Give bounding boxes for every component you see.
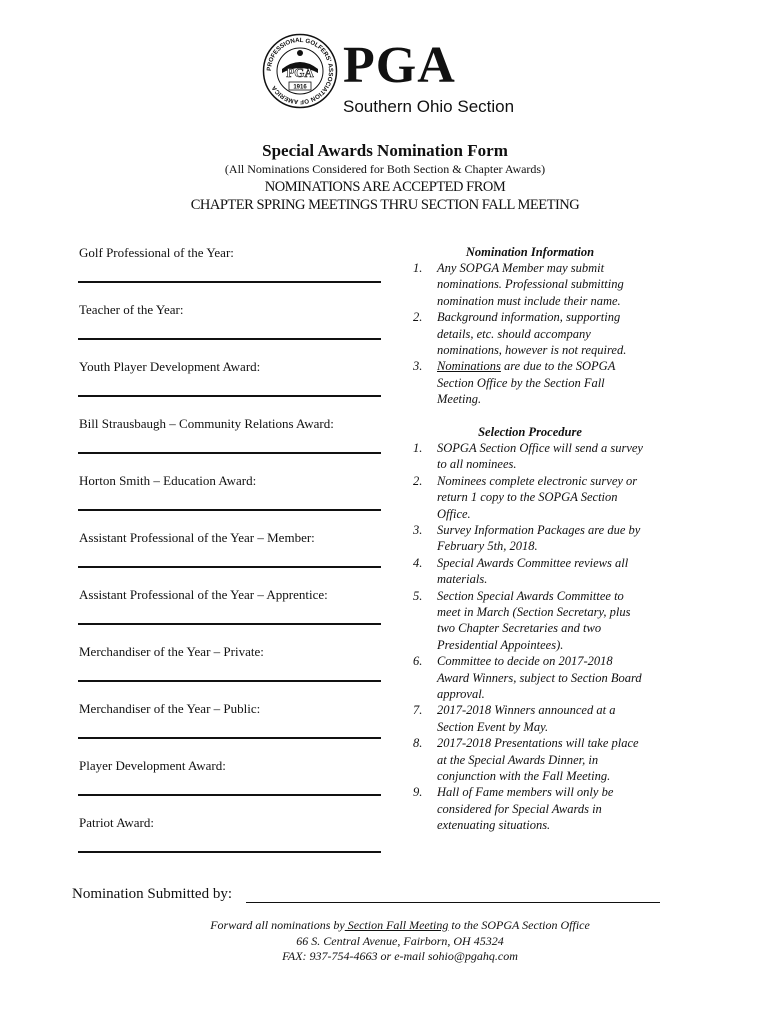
form-title: Special Awards Nomination Form <box>262 141 508 160</box>
submitted-by-label: Nomination Submitted by: <box>72 886 232 902</box>
list-item-line: Section Office by the Section Fall <box>437 375 605 390</box>
award-nominee-line[interactable] <box>78 566 381 568</box>
logo-center-text: PGA <box>286 65 314 80</box>
list-number: 7. <box>413 703 423 718</box>
list-item-line: meet in March (Section Secretary, plus <box>437 605 631 619</box>
acceptance-line-2: CHAPTER SPRING MEETINGS THRU SECTION FALL MEETING <box>190 197 580 213</box>
award-nominee-line[interactable] <box>78 338 381 340</box>
list-item-line: Committee to decide on 2017-2018 <box>437 654 613 669</box>
list-item-line: details, etc. should accompany <box>437 326 591 341</box>
award-nominee-line[interactable] <box>78 509 381 511</box>
award-nominee-line[interactable] <box>78 281 381 283</box>
list-item-line: conjunction with the Fall Meeting. <box>437 769 611 783</box>
list-item-line: Meeting. <box>437 392 482 407</box>
award-nominee-line[interactable] <box>78 851 381 853</box>
list-item-line: February 5th, 2018. <box>437 539 538 554</box>
award-nominee-line[interactable] <box>78 395 381 397</box>
list-item-line <box>437 358 677 374</box>
list-item-line: nominations. Professional submitting <box>437 277 624 292</box>
award-nominee-line[interactable] <box>78 623 381 625</box>
list-item-line: extenuating situations. <box>437 818 551 833</box>
list-item-line: nomination must include their name. <box>437 293 621 308</box>
list-number: 3. <box>413 359 423 374</box>
list-item-line: materials. <box>437 572 488 587</box>
list-number: 1. <box>413 441 423 455</box>
submitted-by-line[interactable] <box>246 902 660 903</box>
award-nominee-line[interactable] <box>78 452 381 454</box>
footer-address: 66 S. Central Avenue, Fairborn, OH 45324 <box>296 934 504 948</box>
list-item-line: at the Special Awards Dinner, in <box>437 752 599 767</box>
list-number: 5. <box>413 588 423 603</box>
list-item-line: considered for Special Awards in <box>437 801 602 816</box>
award-nominee-line[interactable] <box>78 680 381 682</box>
list-number: 8. <box>413 736 423 751</box>
list-number: 2. <box>413 310 423 325</box>
pga-seal-logo <box>262 33 338 109</box>
list-number: 9. <box>413 785 423 800</box>
award-nominee-line[interactable] <box>78 794 381 796</box>
award-nominee-line[interactable] <box>78 737 381 739</box>
award-label: Bill Strausbaugh – Community Relations Award: <box>79 416 334 431</box>
list-item-line: 2017-2018 Presentations will take place <box>437 736 639 751</box>
footer-line-1 <box>0 918 770 933</box>
award-label: Player Development Award: <box>79 758 226 773</box>
list-item-line: Section Event by May. <box>437 719 549 734</box>
list-item-line: Any SOPGA Member may submit <box>437 261 605 275</box>
award-label: Merchandiser of the Year – Public: <box>79 701 261 716</box>
award-label: Youth Player Development Award: <box>79 359 261 374</box>
list-item-text: are due to the SOPGA <box>500 359 616 374</box>
award-label: Assistant Professional of the Year – Apprentice: <box>79 587 328 602</box>
award-label: Golf Professional of the Year: <box>79 245 234 260</box>
list-item-line: Section Special Awards Committee to <box>437 588 624 603</box>
list-item-line: SOPGA Section Office will send a survey <box>437 441 643 455</box>
list-number: 4. <box>413 555 423 570</box>
brand-wordmark: PGA <box>343 37 456 94</box>
list-number: 3. <box>413 523 423 537</box>
list-item-line: to all nominees. <box>437 457 517 472</box>
list-item-line: Background information, supporting <box>437 310 621 325</box>
logo-ring-text: PROFESSIONAL GOLFERS' ASSOCIATION OF AMERICA <box>265 36 335 106</box>
list-number: 1. <box>413 261 423 275</box>
footer-line-1-pre: Forward all nominations by <box>210 918 345 932</box>
list-item-line: Survey Information Packages are due by <box>437 523 641 537</box>
underlined-term: Nominations <box>437 359 501 374</box>
selection-heading: Selection Procedure <box>478 425 582 439</box>
list-item-line: nominations, however is not required. <box>437 343 627 357</box>
list-item-line: approval. <box>437 687 485 701</box>
list-item-line: Presidential Appointees). <box>437 637 564 652</box>
list-item-line: return 1 copy to the SOPGA Section <box>437 490 618 505</box>
list-item-line: Special Awards Committee reviews all <box>437 555 629 570</box>
footer-contact: FAX: 937-754-4663 or e-mail sohio@pgahq.com <box>282 949 518 963</box>
info-heading: Nomination Information <box>465 245 595 259</box>
list-item-line: two Chapter Secretaries and two <box>437 621 602 636</box>
list-item-line: Award Winners, subject to Section Board <box>437 670 642 685</box>
footer-deadline-link: Section Fall Meeting <box>344 918 449 932</box>
logo-year: 1916 <box>293 84 307 91</box>
list-number: 2. <box>413 473 423 488</box>
award-label: Horton Smith – Education Award: <box>79 473 257 488</box>
list-item-line: 2017-2018 Winners announced at a <box>437 703 616 718</box>
acceptance-line-1: NOMINATIONS ARE ACCEPTED FROM <box>264 179 506 195</box>
list-item-line: Nominees complete electronic survey or <box>437 473 638 488</box>
list-item-line: Office. <box>437 506 471 521</box>
award-label: Merchandiser of the Year – Private: <box>79 644 264 659</box>
award-label: Assistant Professional of the Year – Member: <box>79 530 315 545</box>
award-label: Teacher of the Year: <box>79 302 184 317</box>
award-label: Patriot Award: <box>79 815 154 830</box>
section-name: Southern Ohio Section <box>343 97 515 116</box>
form-subtitle: (All Nominations Considered for Both Section & Chapter Awards) <box>224 162 546 176</box>
list-item-line: Hall of Fame members will only be <box>437 785 614 800</box>
footer-line-1-post: to the SOPGA Section Office <box>448 918 590 932</box>
list-number: 6. <box>413 654 423 669</box>
